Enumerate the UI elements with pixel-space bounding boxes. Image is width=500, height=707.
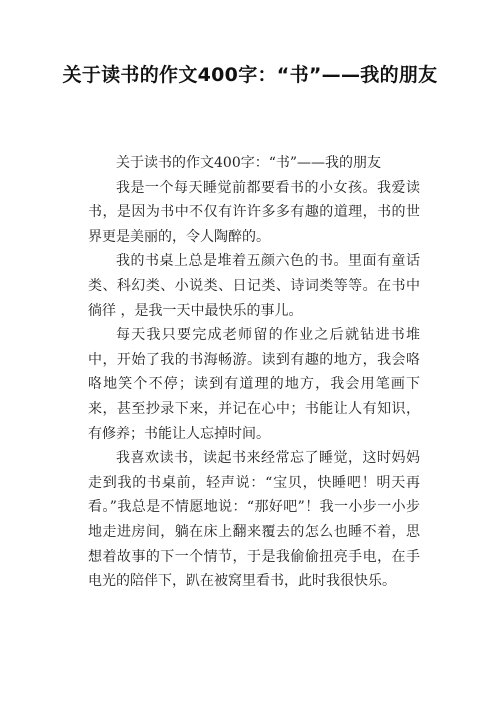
paragraph-1: 我是一个每天睡觉前都要看书的小女孩。我爱读书，是因为书中不仅有许许多多有趣的道理，书的世界更是美丽的，令人陶醉的。 — [88, 179, 420, 245]
document-body — [88, 151, 420, 594]
paragraph-3: 每天我只要完成老师留的作业之后就钻进书堆中，开始了我的书海畅游。读到有趣的地方，我会咯咯地笑个不停；读到有道理的地方，我会用笔画下来，甚至抄录下来，并记在心中；书能让人有知识，有修养；书能让人忘掉时间。 — [88, 327, 420, 442]
paragraph-subtitle: 关于读书的作文400字：“书”——我的朋友 — [116, 155, 382, 171]
paragraph-4: 我喜欢读书，读起书来经常忘了睡觉，这时妈妈走到我的书桌前，轻声说：“宝贝，快睡吧！明天再看。”我总是不情愿地说：“那好吧”！我一小步一小步地走进房间，躺在床上翻来覆去的怎么也睡不着，思想着故事的下一个情节，于是我偷偷扭亮手电，在手电光的陪伴下，趴在被窝里看书，此时我很快乐。 — [88, 450, 420, 590]
document-title: 关于读书的作文400字：“书”——我的朋友 — [62, 64, 438, 86]
paragraph-2: 我的书桌上总是堆着五颜六色的书。里面有童话类、科幻类、小说类、日记类、诗词类等等。在书中徜徉 ，是我一天中最快乐的事儿。 — [88, 253, 420, 319]
